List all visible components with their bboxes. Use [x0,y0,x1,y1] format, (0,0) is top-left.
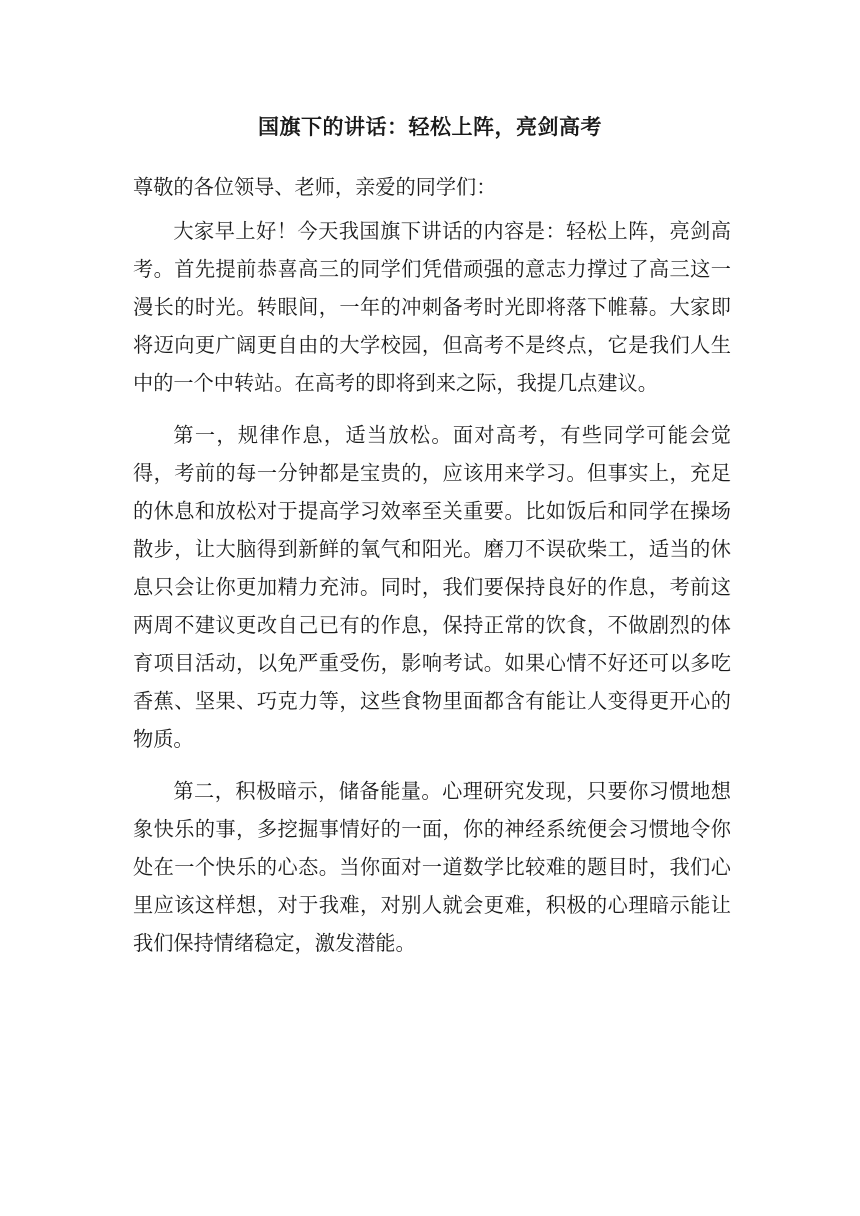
paragraph-point-one: 第一，规律作息，适当放松。面对高考，有些同学可能会觉得，考前的每一分钟都是宝贵的，应该用来学习。但事实上，充足的休息和放松对于提高学习效率至关重要。比如饭后和同学在操场散步，让大脑得到新鲜的氧气和阳光。磨刀不误砍柴工，适当的休息只会让你更加精力充沛。同时，我们要保持良好的作息，考前这两周不建议更改自己已有的作息，保持正常的饮食，不做剧烈的体育项目活动，以免严重受伤，影响考试。如果心情不好还可以多吃香蕉、坚果、巧克力等，这些食物里面都含有能让人变得更开心的物质。 [133,423,731,751]
paragraph-greeting: 大家早上好！今天我国旗下讲话的内容是：轻松上阵，亮剑高考。首先提前恭喜高三的同学们凭借顽强的意志力撑过了高三这一漫长的时光。转眼间，一年的冲刺备考时光即将落下帷幕。大家即将迈向更广阔更自由的大学校园，但高考不是终点，它是我们人生中的一个中转站。在高考的即将到来之际，我提几点建议。 [133,219,731,395]
document-body [133,168,731,976]
paragraph-point-two: 第二，积极暗示，储备能量。心理研究发现，只要你习惯地想象快乐的事，多挖掘事情好的一面，你的神经系统便会习惯地令你处在一个快乐的心态。当你面对一道数学比较难的题目时，我们心里应该这样想，对于我难，对别人就会更难，积极的心理暗示能让我们保持情绪稳定，激发潜能。 [133,779,731,955]
salutation: 尊敬的各位领导、老师，亲爱的同学们： [133,175,497,199]
document-title: 国旗下的讲话：轻松上阵，亮剑高考 [258,115,602,139]
